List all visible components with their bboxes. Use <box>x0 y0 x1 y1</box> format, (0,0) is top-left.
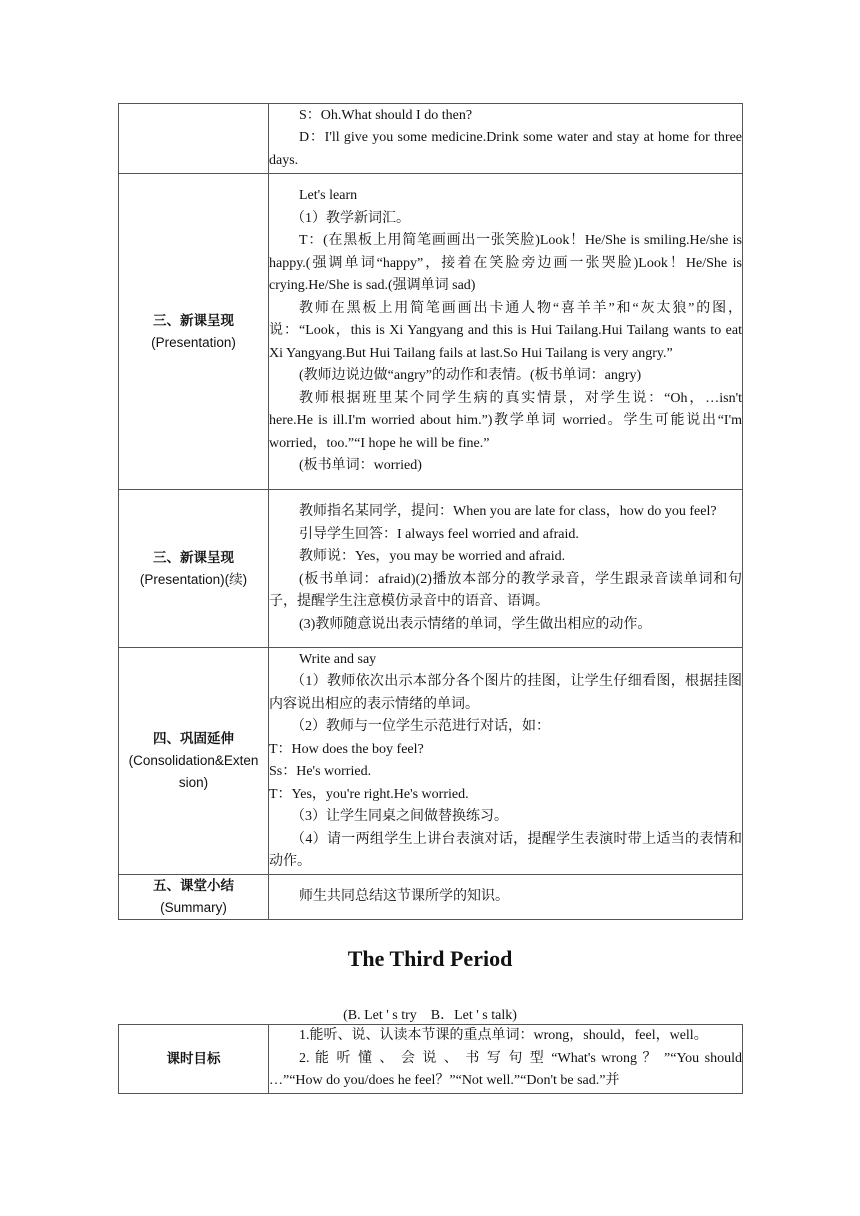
row-label <box>119 648 269 875</box>
content-line: (板书单词：worried) <box>299 458 422 474</box>
content-line: 师生共同总结这节课所学的知识。 <box>299 888 509 904</box>
content-line: 教师在黑板上用简笔画画出卡通人物“喜羊羊”和“灰太狼”的图，说：“Look，this is Xi Yangyang and this is Hui Tailang.Hui Tailang wants to eat Xi Yangyang.But Hui Tailang fails at last.So Hui Tailang is very angry.” <box>269 300 742 361</box>
objectives-table <box>118 1024 743 1094</box>
section-subtitle: (B. Let ' s try B．Let ' s talk) <box>343 1008 517 1023</box>
content-line: 教师说：Yes，you may be worried and afraid. <box>299 549 566 564</box>
row-label <box>119 1025 269 1094</box>
content-line: （3）让学生同桌之间做替换练习。 <box>291 809 508 824</box>
stage-name-cn: 四、巩固延伸 <box>153 731 234 747</box>
content-line: 引导学生回答：I always feel worried and afraid. <box>299 526 579 542</box>
row-content <box>269 875 743 920</box>
stage-name-cn: 五、课堂小结 <box>153 878 234 894</box>
content-line: （2）教师与一位学生示范进行对话，如： <box>291 719 550 734</box>
content-line: 1.能听、说、认读本节课的重点单词：wrong，should，feel，well。 <box>299 1028 708 1043</box>
content-line: 教师根据班里某个同学生病的真实情景，对学生说：“Oh，…isn't here.He is ill.I'm worried about him.”)教学单词 worried。学生可能说出“I'm worried，too.”“I hope he will be fine.” <box>269 390 742 451</box>
row-label-empty <box>119 104 269 174</box>
dialogue-line: D：I'll give you some medicine.Drink some water and stay at home for three days. <box>269 130 742 168</box>
row-content <box>269 490 743 648</box>
table-row <box>119 104 743 174</box>
content-line: T：Yes，you're right.He's worried. <box>269 786 469 802</box>
table-row <box>119 174 743 490</box>
content-line: （1）教师依次出示本部分各个图片的挂图，让学生仔细看图，根据挂图内容说出相应的表示情绪的单词。 <box>269 674 742 712</box>
objective-label: 课时目标 <box>166 1050 221 1067</box>
row-content <box>269 1025 743 1094</box>
stage-name-en: (Summary) <box>160 900 227 915</box>
table-row <box>119 1025 743 1094</box>
row-content <box>269 648 743 875</box>
section-title: The Third Period <box>347 946 513 971</box>
content-line: Write and say <box>299 651 377 667</box>
row-label <box>119 174 269 490</box>
stage-name-cn: 三、新课呈现 <box>153 549 234 566</box>
table-row <box>119 875 743 920</box>
content-line: （4）请一两组学生上讲台表演对话，提醒学生表演时带上适当的表情和动作。 <box>269 831 742 869</box>
stage-name-cn: 三、新课呈现 <box>153 312 234 329</box>
row-content <box>269 104 743 174</box>
content-line: （1）教学新词汇。 <box>291 210 410 226</box>
content-line: T：(在黑板上用简笔画画出一张笑脸)Look！He/She is smiling.He/she is happy.(强调单词“happy”，接着在笑脸旁边画一张哭脸)Look！He/She is crying.He/She is sad.(强调单词 sad) <box>269 233 742 294</box>
stage-name-en: (Presentation) <box>151 334 236 350</box>
row-label <box>119 875 269 920</box>
lesson-plan-table <box>118 103 743 920</box>
dialogue-line: S：Oh.What should I do then? <box>299 107 473 123</box>
content-line: (板书单词：afraid)(2)播放本部分的教学录音，学生跟录音读单词和句子，提醒学生注意模仿录音中的语音、语调。 <box>269 571 742 609</box>
content-line: (教师边说边做“angry”的动作和表情。(板书单词：angry) <box>299 368 642 384</box>
content-line: T：How does the boy feel? <box>269 741 424 757</box>
stage-name-en: (Consolidation&Extension) <box>128 753 259 790</box>
content-line: 教师指名某同学，提问：When you are late for class，how do you feel? <box>299 504 717 519</box>
table-row <box>119 490 743 648</box>
content-line: (3)教师随意说出表示情绪的单词，学生做出相应的动作。 <box>299 616 652 632</box>
row-label <box>119 490 269 648</box>
content-line: Let's learn <box>299 188 358 204</box>
stage-name-en: (Presentation)(续) <box>139 571 248 587</box>
row-content <box>269 174 743 490</box>
content-line: Ss：He's worried. <box>269 764 372 779</box>
content-line: 2. 能 听 懂 、 会 说 、 书 写 句 型 “What's wrong ？ ”“You should …”“How do you/does he feel？”“Not well.”“Don't be sad.”并 <box>269 1050 742 1088</box>
table-row <box>119 648 743 875</box>
